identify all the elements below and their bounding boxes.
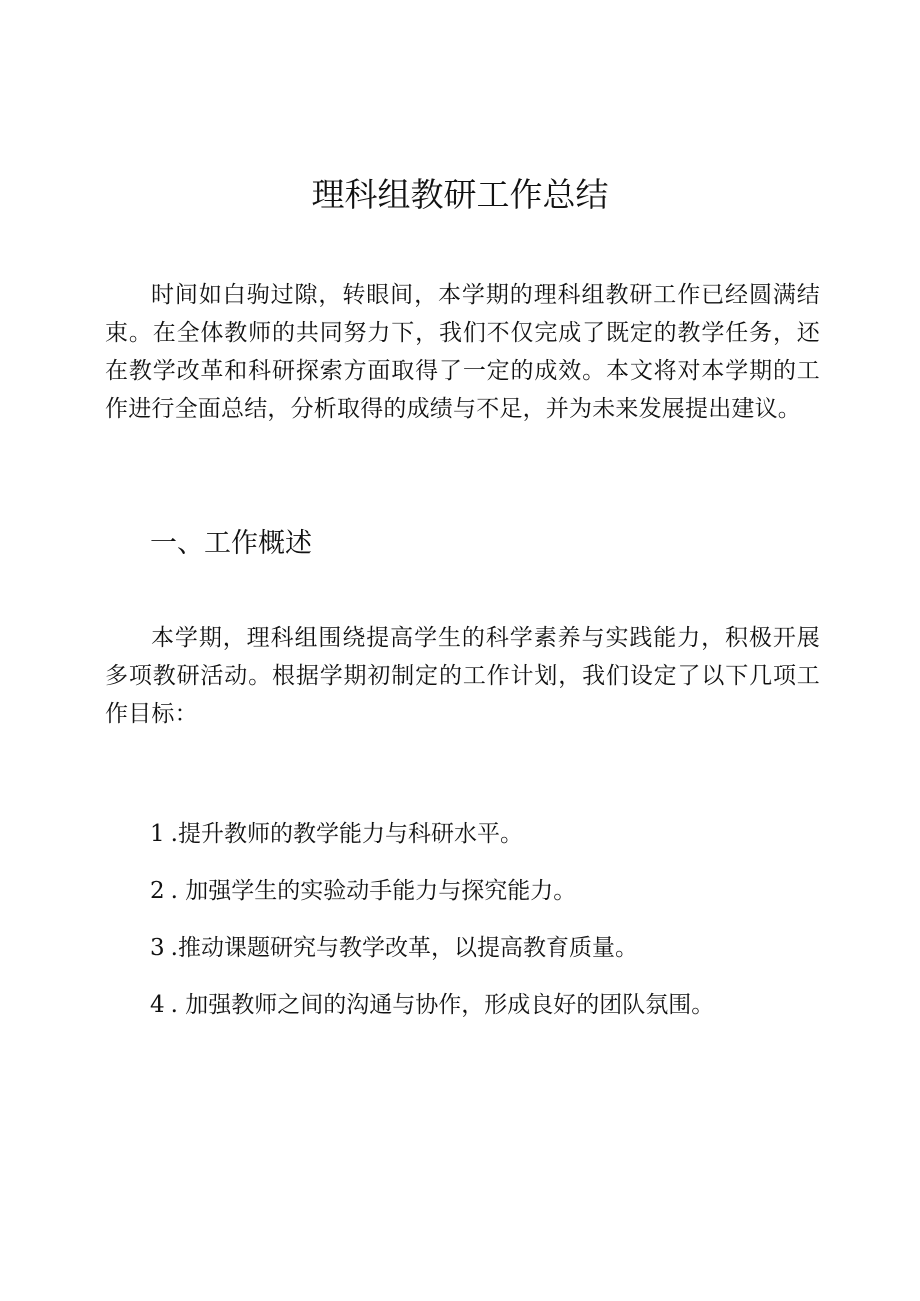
document-title: 理科组教研工作总结 [311, 175, 609, 214]
goal-text: .提升教师的教学能力与科研水平。 [170, 821, 523, 847]
goal-item [150, 872, 714, 910]
goal-number: 2 [150, 878, 165, 904]
goal-text: . 加强学生的实验动手能力与探究能力。 [170, 878, 577, 904]
section-heading-work-overview: 一、工作概述 [150, 528, 312, 559]
intro-paragraph: 时间如白驹过隙，转眼间，本学期的理科组教研工作已经圆满结束。在全体教师的共同努力下，我们不仅完成了既定的教学任务，还在教学改革和科研探索方面取得了一定的成效。本文将对本学期的工作进行全面总结，分析取得的成绩与不足，并为未来发展提出建议。 [105, 282, 820, 422]
goal-text: .推动课题研究与教学改革，以提高教育质量。 [170, 935, 638, 961]
goal-item [150, 986, 714, 1024]
goal-list [150, 815, 714, 1043]
goal-number: 4 [150, 992, 165, 1018]
goal-number: 3 [150, 935, 165, 961]
goal-text: . 加强教师之间的沟通与协作，形成良好的团队氛围。 [170, 992, 715, 1018]
goal-item [150, 929, 714, 967]
overview-paragraph: 本学期，理科组围绕提高学生的科学素养与实践能力，积极开展多项教研活动。根据学期初制定的工作计划，我们设定了以下几项工作目标： [105, 625, 820, 727]
goal-number: 1 [150, 821, 165, 847]
goal-item [150, 815, 714, 853]
